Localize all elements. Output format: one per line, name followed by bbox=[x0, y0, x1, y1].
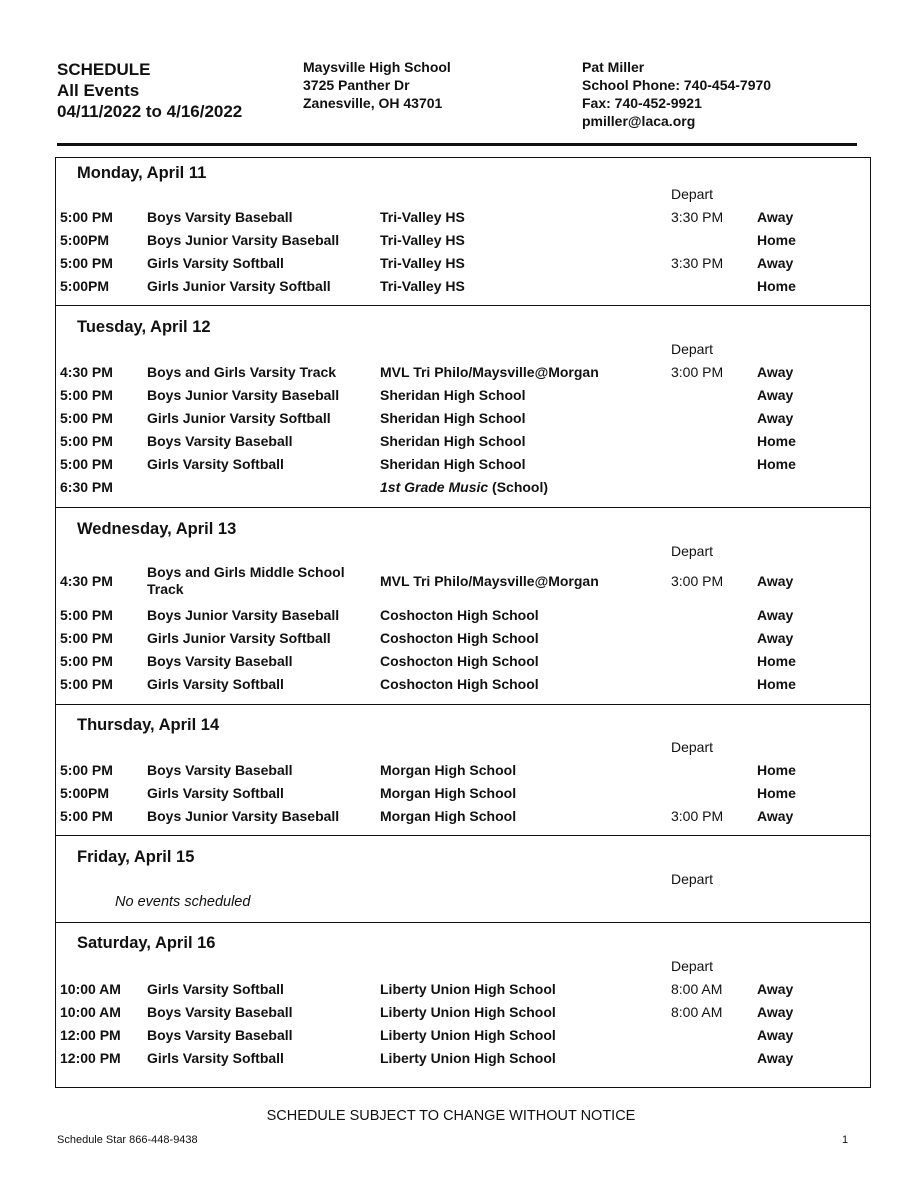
event-opponent-italic: 1st Grade Music bbox=[380, 479, 489, 495]
day-divider bbox=[56, 922, 870, 923]
event-name: Boys Varsity Baseball bbox=[147, 762, 293, 778]
day-heading: Saturday, April 16 bbox=[77, 934, 216, 952]
event-location: Away bbox=[757, 255, 794, 271]
event-time: 5:00 PM bbox=[60, 762, 113, 778]
event-name: Girls Varsity Softball bbox=[147, 676, 284, 692]
event-time: 5:00 PM bbox=[60, 607, 113, 623]
header-divider bbox=[57, 143, 857, 146]
event-opponent: Coshocton High School bbox=[380, 676, 539, 692]
schedule-title-block bbox=[57, 59, 242, 122]
event-time: 12:00 PM bbox=[60, 1027, 121, 1043]
event-row bbox=[56, 563, 870, 599]
schedule-subtitle: All Events bbox=[57, 81, 140, 100]
event-time: 5:00PM bbox=[60, 232, 110, 248]
event-row bbox=[56, 627, 870, 649]
schedule-notice: SCHEDULE SUBJECT TO CHANGE WITHOUT NOTICE bbox=[266, 1108, 636, 1124]
event-opponent: MVL Tri Philo/Maysville@Morgan bbox=[380, 364, 599, 380]
event-opponent: Sheridan High School bbox=[380, 387, 526, 403]
event-location: Home bbox=[757, 785, 796, 801]
event-location: Home bbox=[757, 232, 796, 248]
vendor-info: Schedule Star 866-448-9438 bbox=[57, 1134, 198, 1146]
event-time: 5:00 PM bbox=[60, 456, 113, 472]
depart-column-label: Depart bbox=[671, 739, 714, 755]
event-location: Away bbox=[757, 364, 794, 380]
event-row bbox=[56, 1024, 870, 1046]
event-name: Boys and Girls Middle School Track bbox=[147, 564, 345, 597]
event-location: Away bbox=[757, 410, 794, 426]
day-heading: Friday, April 15 bbox=[77, 848, 195, 866]
event-name: Boys Junior Varsity Baseball bbox=[147, 387, 340, 403]
event-opponent: Liberty Union High School bbox=[380, 981, 556, 997]
day-heading: Tuesday, April 12 bbox=[77, 318, 211, 336]
event-row bbox=[56, 759, 870, 781]
event-name: Boys Varsity Baseball bbox=[147, 1027, 293, 1043]
event-depart-time: 3:30 PM bbox=[671, 255, 724, 271]
event-opponent: Morgan High School bbox=[380, 785, 517, 801]
event-location: Away bbox=[757, 1004, 794, 1020]
event-time: 4:30 PM bbox=[60, 573, 113, 589]
event-time: 5:00 PM bbox=[60, 808, 113, 824]
schedule-date-range: 04/11/2022 to 4/16/2022 bbox=[57, 102, 243, 121]
event-opponent: MVL Tri Philo/Maysville@Morgan bbox=[380, 573, 599, 589]
depart-column-label: Depart bbox=[671, 341, 714, 357]
school-name: Maysville High School bbox=[303, 59, 451, 75]
event-time: 5:00 PM bbox=[60, 255, 113, 271]
event-opponent: Coshocton High School bbox=[380, 630, 539, 646]
event-depart-time: 8:00 AM bbox=[671, 1004, 723, 1020]
event-opponent: Liberty Union High School bbox=[380, 1027, 556, 1043]
event-location: Away bbox=[757, 1050, 794, 1066]
day-divider bbox=[56, 507, 870, 508]
event-opponent: Coshocton High School bbox=[380, 607, 539, 623]
event-location: Away bbox=[757, 981, 794, 997]
day-heading: Monday, April 11 bbox=[77, 164, 207, 182]
event-row bbox=[56, 805, 870, 827]
event-location: Home bbox=[757, 676, 796, 692]
event-row bbox=[56, 978, 870, 1000]
event-time: 12:00 PM bbox=[60, 1050, 121, 1066]
event-time: 10:00 AM bbox=[60, 981, 121, 997]
day-heading: Thursday, April 14 bbox=[77, 716, 220, 734]
day-heading: Wednesday, April 13 bbox=[77, 520, 237, 538]
event-depart-time: 3:30 PM bbox=[671, 209, 724, 225]
event-time: 5:00 PM bbox=[60, 630, 113, 646]
event-name: Girls Junior Varsity Softball bbox=[147, 630, 331, 646]
event-time: 5:00PM bbox=[60, 785, 110, 801]
event-location: Away bbox=[757, 808, 794, 824]
school-city: Zanesville, OH 43701 bbox=[303, 95, 443, 111]
event-name: Boys Varsity Baseball bbox=[147, 433, 293, 449]
contact-name: Pat Miller bbox=[582, 59, 645, 75]
event-opponent: Tri-Valley HS bbox=[380, 255, 465, 271]
event-name: Boys Varsity Baseball bbox=[147, 1004, 293, 1020]
event-opponent: Tri-Valley HS bbox=[380, 209, 465, 225]
event-row bbox=[56, 275, 870, 297]
event-opponent: Liberty Union High School bbox=[380, 1004, 556, 1020]
event-time: 5:00 PM bbox=[60, 387, 113, 403]
event-opponent: Liberty Union High School bbox=[380, 1050, 556, 1066]
event-row bbox=[56, 1047, 870, 1069]
event-row bbox=[56, 673, 870, 695]
event-time: 10:00 AM bbox=[60, 1004, 121, 1020]
contact-phone: School Phone: 740-454-7970 bbox=[582, 77, 772, 93]
event-location: Away bbox=[757, 387, 794, 403]
event-time: 4:30 PM bbox=[60, 364, 113, 380]
event-name: Boys Junior Varsity Baseball bbox=[147, 607, 340, 623]
event-name: Girls Varsity Softball bbox=[147, 255, 284, 271]
event-opponent bbox=[380, 476, 548, 498]
event-row bbox=[56, 430, 870, 452]
event-time: 5:00 PM bbox=[60, 209, 113, 225]
event-time: 5:00 PM bbox=[60, 433, 113, 449]
event-depart-time: 3:00 PM bbox=[671, 573, 724, 589]
schedule-table bbox=[55, 157, 871, 1088]
event-time: 5:00PM bbox=[60, 278, 110, 294]
contact-block bbox=[582, 58, 771, 130]
event-row bbox=[56, 229, 870, 251]
event-location: Home bbox=[757, 653, 796, 669]
event-name: Boys Junior Varsity Baseball bbox=[147, 808, 340, 824]
event-row bbox=[56, 384, 870, 406]
event-location: Home bbox=[757, 433, 796, 449]
event-row bbox=[56, 252, 870, 274]
event-time: 5:00 PM bbox=[60, 653, 113, 669]
event-name: Girls Varsity Softball bbox=[147, 1050, 284, 1066]
event-name: Girls Junior Varsity Softball bbox=[147, 410, 331, 426]
event-name: Boys Varsity Baseball bbox=[147, 653, 293, 669]
event-location: Away bbox=[757, 1027, 794, 1043]
event-location: Away bbox=[757, 607, 794, 623]
schedule-title: SCHEDULE bbox=[57, 60, 151, 79]
day-divider bbox=[56, 835, 870, 836]
event-row bbox=[56, 361, 870, 383]
event-location: Away bbox=[757, 209, 794, 225]
depart-column-label: Depart bbox=[671, 186, 714, 202]
event-name: Girls Varsity Softball bbox=[147, 456, 284, 472]
depart-column-label: Depart bbox=[671, 543, 714, 559]
event-name: Girls Junior Varsity Softball bbox=[147, 278, 331, 294]
depart-column-label: Depart bbox=[671, 958, 714, 974]
school-address-block bbox=[303, 58, 451, 112]
event-name: Boys Varsity Baseball bbox=[147, 209, 293, 225]
event-name: Boys Junior Varsity Baseball bbox=[147, 232, 340, 248]
no-events-message: No events scheduled bbox=[115, 894, 251, 910]
event-name: Boys and Girls Varsity Track bbox=[147, 364, 337, 380]
event-depart-time: 3:00 PM bbox=[671, 808, 724, 824]
event-location: Home bbox=[757, 456, 796, 472]
event-location: Home bbox=[757, 278, 796, 294]
event-row bbox=[56, 782, 870, 804]
event-opponent: Coshocton High School bbox=[380, 653, 539, 669]
event-row bbox=[56, 407, 870, 429]
event-opponent: Sheridan High School bbox=[380, 410, 526, 426]
event-time: 5:00 PM bbox=[60, 410, 113, 426]
day-divider bbox=[56, 305, 870, 306]
contact-email: pmiller@laca.org bbox=[582, 113, 696, 129]
event-name: Girls Varsity Softball bbox=[147, 785, 284, 801]
event-row bbox=[56, 604, 870, 626]
event-depart-time: 3:00 PM bbox=[671, 364, 724, 380]
event-location: Home bbox=[757, 762, 796, 778]
event-row bbox=[56, 476, 870, 498]
event-opponent: Sheridan High School bbox=[380, 456, 526, 472]
event-depart-time: 8:00 AM bbox=[671, 981, 723, 997]
event-row bbox=[56, 650, 870, 672]
school-street: 3725 Panther Dr bbox=[303, 77, 410, 93]
event-time: 5:00 PM bbox=[60, 676, 113, 692]
event-row bbox=[56, 206, 870, 228]
event-opponent: Tri-Valley HS bbox=[380, 232, 465, 248]
event-time: 6:30 PM bbox=[60, 479, 113, 495]
event-opponent: Tri-Valley HS bbox=[380, 278, 465, 294]
event-location: Away bbox=[757, 573, 794, 589]
contact-fax: Fax: 740-452-9921 bbox=[582, 95, 702, 111]
event-opponent: Sheridan High School bbox=[380, 433, 526, 449]
event-name: Girls Varsity Softball bbox=[147, 981, 284, 997]
event-row bbox=[56, 453, 870, 475]
depart-column-label: Depart bbox=[671, 871, 714, 887]
event-location: Away bbox=[757, 630, 794, 646]
page-number: 1 bbox=[842, 1134, 849, 1146]
event-row bbox=[56, 1001, 870, 1023]
day-divider bbox=[56, 704, 870, 705]
event-opponent-suffix: (School) bbox=[488, 479, 549, 495]
event-opponent: Morgan High School bbox=[380, 808, 517, 824]
event-opponent: Morgan High School bbox=[380, 762, 517, 778]
